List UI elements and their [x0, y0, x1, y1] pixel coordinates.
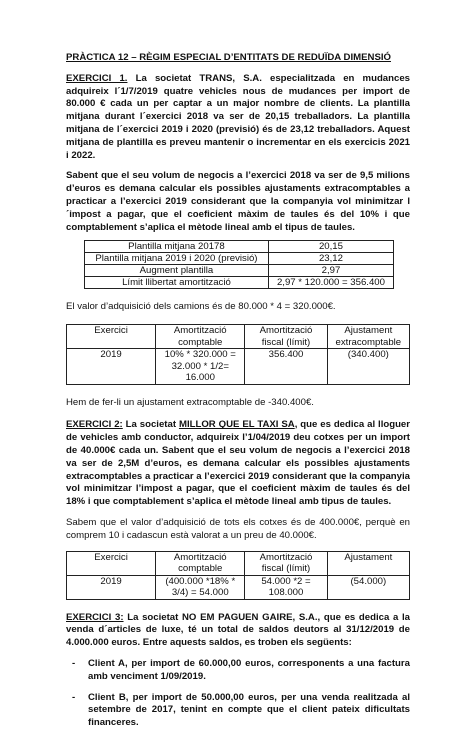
workforce-table	[84, 240, 394, 289]
table-row: 2019 (400.000 *18% * 3/4) = 54.000 54.000 *2 = 108.000 (54.000)	[67, 575, 410, 599]
document-title: PRÀCTICA 12 – RÈGIM ESPECIAL D’ENTITATS DE REDUÏDA DIMENSIÓ	[66, 52, 391, 63]
exercise-1-statement: EXERCICI 1. La societat TRANS, S.A. especialitzada en mudances adquireix l´1/7/2019 quatre vehicles nous de mudances per import de 80.000 € cada un per captar a un major nombre de clients. La plantilla mitjana durant l´exercici 2018 va ser de 20,15 treballadors. La plantilla mitjana de l´exercici 2019 i 2020 (previsió) és de 23,12 treballadors. Aquest mitjana de plantilla es preveu mantenir o incrementar en els exercicis 2021 i 2022.	[66, 72, 411, 161]
table-header-row: Exercici Amortització comptable Amortització fiscal (límit) Ajustament extracomptable	[67, 325, 410, 349]
exercise-3-statement: EXERCICI 3: La societat NO EM PAGUEN GAIRE, S.A., que es dedica a la venda d´articles de luxe, té un total de saldos deutors al 31/12/2019 de 4.000.000 euros. Entre aquests saldos, es troben els següents:	[66, 611, 410, 649]
table-row: Plantilla mitjana 20178 20,15	[85, 241, 394, 253]
table-row: Plantilla mitjana 2019 i 2020 (previsió) 23,12	[85, 253, 394, 265]
table-row: Augment plantilla 2,97	[85, 265, 394, 277]
exercise-2-amortization-table	[66, 551, 410, 600]
table-row: Límit llibertat amortització 2,97 * 120.000 = 356.400	[85, 277, 394, 289]
table-header-row: Exercici Amortització comptable Amortització fiscal (límit) Ajustament	[67, 551, 410, 575]
exercise-1-label: EXERCICI 1.	[66, 72, 128, 84]
exercise-2-statement: EXERCICI 2: La societat MILLOR QUE EL TAXI SA, que es dedica al lloguer de vehicles amb conductor, adquireix l’1/04/2019 deu cotxes per un import de 40.000€ cada un. Sabent que el seu volum de negocis a l’exercici 2018 va ser de 2,5M d’euros, es demana calcular els possibles ajustaments extracomptables a practicar a l’exercici 2019 considerant que la companyia vol minimitzar l’impost a pagar, que el coeficient màxim de taules és del 18% i que comptablement s’aplica el mètode lineal amb tipus de taules.	[66, 419, 411, 508]
dash-bullet-icon: -	[72, 658, 76, 670]
exercise-1-amortization-table	[66, 324, 410, 385]
list-item: - Client A, per import de 60.000,00 euros, corresponents a una factura amb venciment 1/09/2019.	[72, 658, 410, 682]
table-row: 2019 10% * 320.000 = 32.000 * 1/2= 16.000 356.400 (340.400)	[67, 349, 410, 385]
exercise-1-conclusion: Hem de fer-li un ajustament extracomptable de -340.400€.	[66, 396, 314, 408]
exercise-3-label: EXERCICI 3:	[66, 611, 124, 623]
exercise-2-company: MILLOR QUE EL TAXI SA	[178, 419, 295, 431]
exercise-3-list	[66, 658, 410, 730]
document-page	[66, 52, 410, 738]
list-item: - Client B, per import de 50.000,00 euros, per una venda realitzada al setembre de 2017, tenint en compte que el client pateix dificultats financeres.	[72, 691, 410, 729]
exercise-2-value-text: Sabem que el valor d’adquisició de tots els cotxes és de 400.000€, perquè en comprem 10 i cadascun està valorat a un preu de 40.000€.	[66, 517, 410, 541]
exercise-1-value-text: El valor d’adquisició dels camions és de 80.000 * 4 = 320.000€.	[66, 301, 336, 313]
exercise-1-question: Sabent que el seu volum de negocis a l’exercici 2018 va ser de 9,5 milions d’euros es demana calcular els possibles ajustaments extracomptables a practicar a l’exercici 2019 considerant que la companyia vol minimitzar l´impost a pagar, que el coeficient màxim de taules és del 10% i que comptablement s’aplica el mètode lineal amb el tipus de taules.	[66, 170, 410, 233]
dash-bullet-icon: -	[72, 691, 76, 703]
exercise-2-label: EXERCICI 2:	[66, 419, 123, 431]
